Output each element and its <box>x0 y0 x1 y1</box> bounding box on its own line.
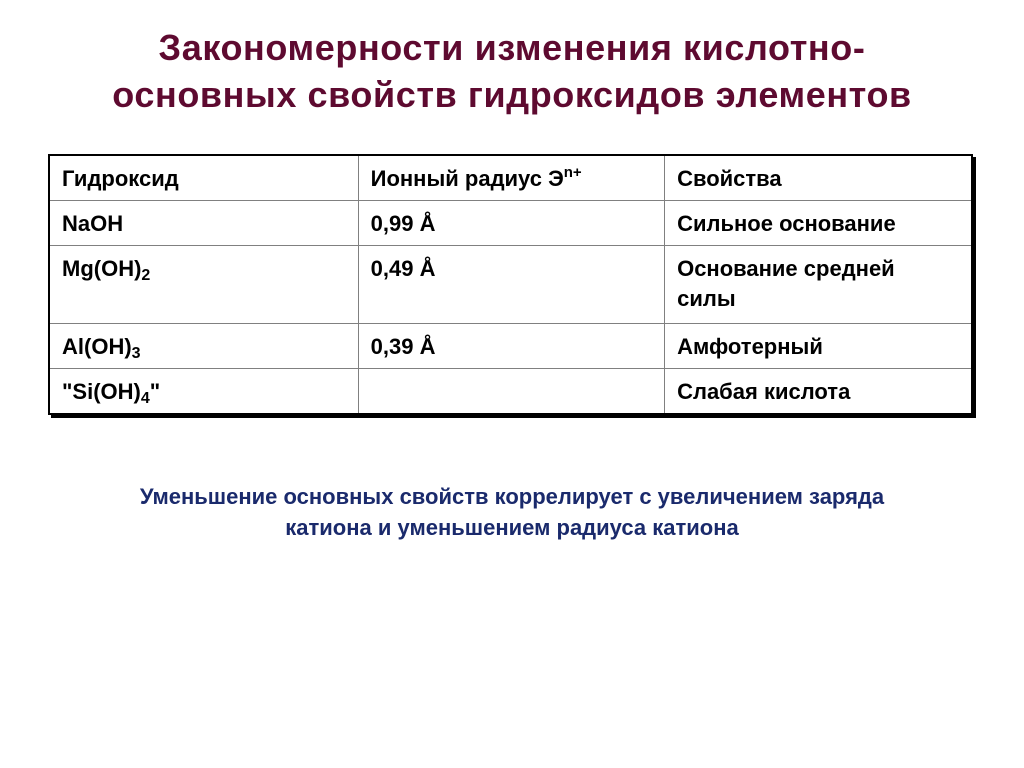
slide-title-line-1: Закономерности изменения кислотно- <box>158 27 866 68</box>
table-row <box>49 201 972 246</box>
formula-subscript: 4 <box>140 390 150 407</box>
radius-cell <box>358 369 664 415</box>
table-row <box>49 324 972 369</box>
table-row <box>49 369 972 415</box>
property-cell: Амфотерный <box>665 324 972 369</box>
formula-cell <box>49 246 358 324</box>
radius-cell: 0,39 Å <box>358 324 664 369</box>
header-ionic-radius-label: Ионный радиус Э <box>370 166 564 191</box>
header-cell-ionic-radius <box>358 155 664 201</box>
header-ionic-radius-charge: n+ <box>563 164 582 181</box>
formula-main: "Si(OH) <box>62 379 141 404</box>
formula-cell <box>49 369 358 415</box>
formula-main: Al(OH) <box>62 334 132 359</box>
conclusion-line-2: катиона и уменьшением радиуса катиона <box>285 515 739 540</box>
hydroxides-table <box>48 154 973 415</box>
slide-title <box>0 24 1024 118</box>
formula-subscript: 3 <box>131 345 141 362</box>
conclusion-line-1: Уменьшение основных свойств коррелирует с увеличением заряда <box>139 484 885 509</box>
header-cell-properties: Свойства <box>665 155 972 201</box>
formula-tail: " <box>149 379 161 404</box>
header-cell-hydroxide: Гидроксид <box>49 155 358 201</box>
formula-cell <box>49 324 358 369</box>
table-row <box>49 246 972 324</box>
formula-cell <box>49 201 358 246</box>
formula-main: Mg(OH) <box>62 256 142 281</box>
property-cell: Слабая кислота <box>665 369 972 415</box>
table-header-row <box>49 155 972 201</box>
conclusion-text <box>0 481 1024 543</box>
property-cell: Сильное основание <box>665 201 972 246</box>
radius-cell: 0,49 Å <box>358 246 664 324</box>
slide-title-line-2: основных свойств гидроксидов элементов <box>112 74 912 115</box>
formula-main: NaOH <box>62 211 124 236</box>
radius-cell: 0,99 Å <box>358 201 664 246</box>
property-cell: Основание средней силы <box>665 246 972 324</box>
formula-subscript: 2 <box>141 267 151 284</box>
